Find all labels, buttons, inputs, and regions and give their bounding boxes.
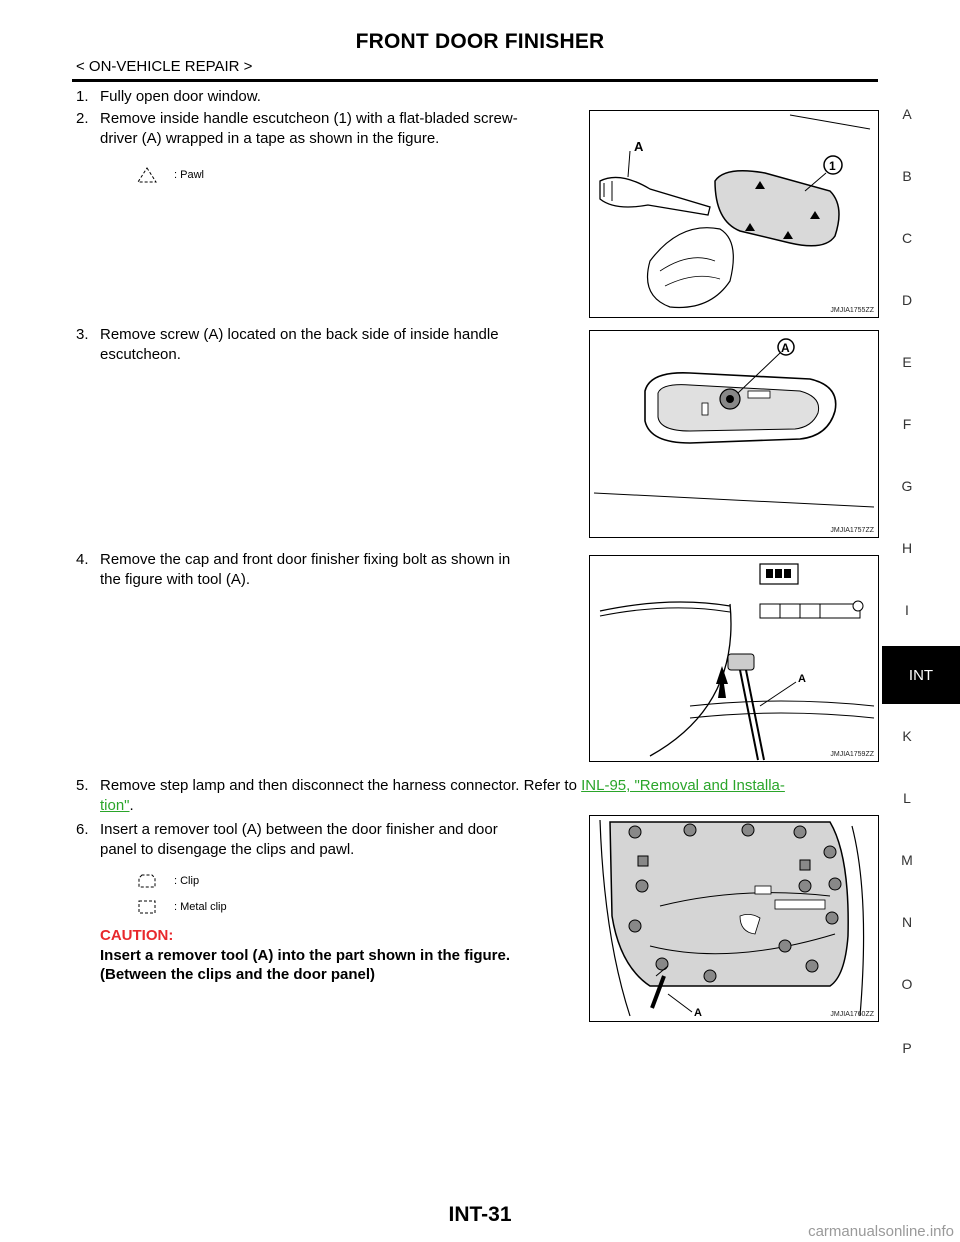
index-tab-f[interactable]: F xyxy=(902,416,912,432)
caution-line1: Insert a remover tool (A) into the part shown in the figure. xyxy=(100,947,511,964)
figure-handle-escutcheon xyxy=(589,110,879,318)
screw-illustration xyxy=(590,331,878,537)
index-tab-i[interactable]: I xyxy=(905,602,909,618)
pawl-triangle-icon xyxy=(136,166,158,184)
caution-title: CAUTION: xyxy=(100,927,174,944)
step-number: 3. xyxy=(76,326,89,343)
clip-symbol-icon xyxy=(136,872,158,890)
legend-clip-label: : Clip xyxy=(174,875,200,887)
step-text-line1: Remove inside handle escutcheon (1) with a flat-bladed screw- xyxy=(100,110,518,127)
index-tab-h[interactable]: H xyxy=(901,540,913,556)
index-tab-o[interactable]: O xyxy=(901,976,913,992)
fixing-bolt-illustration xyxy=(590,556,878,761)
page-number: INT-31 xyxy=(448,1203,512,1226)
step-text-line1: Remove step lamp and then disconnect the harness connector. Refer to xyxy=(100,777,582,794)
step-2 xyxy=(76,109,578,149)
reference-link[interactable]: INL-95, "Removal and Installa- xyxy=(581,777,785,794)
step-4 xyxy=(76,550,578,590)
section-subtitle: < ON-VEHICLE REPAIR > xyxy=(76,58,253,75)
label-a: A xyxy=(694,1007,702,1019)
figure-code: JMJIA1760ZZ xyxy=(830,1011,874,1018)
index-tab-d[interactable]: D xyxy=(901,292,913,308)
page-title: FRONT DOOR FINISHER xyxy=(355,30,605,53)
index-tab-int-active[interactable]: INT xyxy=(882,646,960,704)
figure-code: JMJIA1759ZZ xyxy=(830,751,874,758)
step-1 xyxy=(76,87,261,107)
legend-pawl-label: : Pawl xyxy=(174,169,204,181)
index-tab-c[interactable]: C xyxy=(901,230,913,246)
step-number: 4. xyxy=(76,551,89,568)
figure-fixing-bolt xyxy=(589,555,879,762)
step-text: Fully open door window. xyxy=(100,88,261,105)
step-number: 2. xyxy=(76,110,89,127)
figure-door-finisher-clips xyxy=(589,815,879,1022)
door-finisher-illustration xyxy=(590,816,878,1021)
index-tab-n[interactable]: N xyxy=(901,914,913,930)
step-text-line2: driver (A) wrapped in a tape as shown in the figure. xyxy=(100,130,440,147)
label-1: 1 xyxy=(829,159,836,173)
step-number: 1. xyxy=(76,88,89,105)
figure-escutcheon-screw xyxy=(589,330,879,538)
legend-metal-clip-label: : Metal clip xyxy=(174,901,227,913)
index-tab-e[interactable]: E xyxy=(902,354,912,370)
index-tab-m[interactable]: M xyxy=(901,852,913,868)
step-text-line2: escutcheon. xyxy=(100,346,181,363)
step-3 xyxy=(76,325,578,365)
index-tab-l[interactable]: L xyxy=(903,790,911,806)
index-tab-p[interactable]: P xyxy=(902,1040,912,1056)
metal-clip-symbol-icon xyxy=(136,898,158,916)
step-text-suffix: . xyxy=(129,797,134,814)
figure-code: JMJIA1757ZZ xyxy=(830,527,874,534)
figure-code: JMJIA1755ZZ xyxy=(830,307,874,314)
step-text-line1: Remove screw (A) located on the back side of inside handle xyxy=(100,326,499,343)
label-a: A xyxy=(781,341,790,355)
legend-metal-clip xyxy=(136,898,227,916)
legend-pawl xyxy=(136,166,204,184)
step-6 xyxy=(76,820,578,860)
step-5 xyxy=(76,776,878,816)
step-number: 5. xyxy=(76,777,89,794)
step-text-line2: panel to disengage the clips and pawl. xyxy=(100,841,355,858)
index-tab-g[interactable]: G xyxy=(901,478,913,494)
step-text-line1: Remove the cap and front door finisher fixing bolt as shown in xyxy=(100,551,511,568)
label-a: A xyxy=(798,673,806,685)
reference-link-cont[interactable]: tion" xyxy=(100,797,130,814)
step-text-line2: the figure with tool (A). xyxy=(100,571,251,588)
index-tab-k[interactable]: K xyxy=(902,728,912,744)
label-a: A xyxy=(634,139,644,154)
legend-clip xyxy=(136,872,199,890)
step-number: 6. xyxy=(76,821,89,838)
caution-line2: (Between the clips and the door panel) xyxy=(100,966,376,983)
step-text-line1: Insert a remover tool (A) between the door finisher and door xyxy=(100,821,498,838)
index-tab-a[interactable]: A xyxy=(902,106,912,122)
escutcheon-illustration xyxy=(590,111,878,317)
header-divider xyxy=(72,79,878,82)
caution-text xyxy=(100,946,570,984)
index-tab-b[interactable]: B xyxy=(902,168,912,184)
watermark: carmanualsonline.info xyxy=(808,1223,954,1240)
